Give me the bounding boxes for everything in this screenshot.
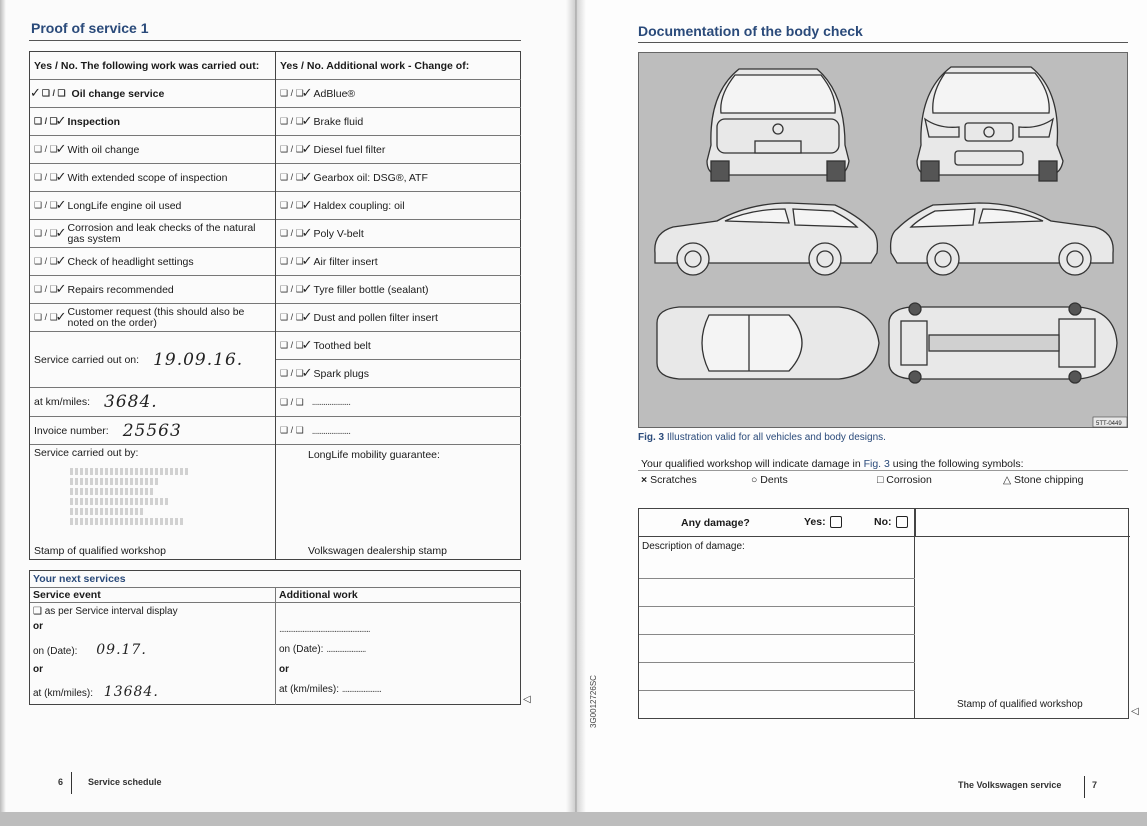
additional-row-pollen-filter[interactable] — [276, 304, 521, 332]
checkmark-icon: ✓ — [55, 142, 67, 157]
service-by-label: Service carried out by: — [34, 447, 139, 459]
additional-row-gearbox-oil[interactable] — [276, 164, 521, 192]
invoice-row[interactable] — [30, 417, 275, 445]
longlife-guarantee-label: LongLife mobility guarantee: — [308, 449, 440, 461]
checkmark-icon: ✓ — [55, 114, 67, 129]
page-number-left: 6 — [58, 777, 64, 787]
work-label: Repairs recommended — [67, 283, 174, 296]
car-front-view-icon — [917, 67, 1063, 181]
yes-no-checkboxes: ❑ / ❑ — [34, 228, 58, 238]
checkmark-icon: ✓ — [301, 170, 313, 185]
additional-work-next-column — [276, 588, 521, 705]
yes-no-checkboxes: ❑ / ❑ — [34, 256, 58, 266]
yes-no-checkboxes: ❑ / ❑ — [280, 256, 304, 266]
arrow-left-icon: ◁ — [523, 694, 531, 705]
additional-km-field[interactable] — [279, 684, 381, 695]
vehicle-body-diagram[interactable] — [638, 52, 1128, 428]
yes-no-checkboxes: ❑ / ❑ — [34, 144, 58, 154]
description-line[interactable] — [639, 663, 915, 691]
proof-of-service-table — [29, 51, 521, 560]
damage-description-label: Description of damage: — [642, 541, 745, 552]
additional-label: Spark plugs — [313, 367, 369, 380]
yes-no-checkboxes: ❑ / ❑ — [280, 340, 304, 350]
checkmark-icon: ✓ — [55, 198, 67, 213]
yes-no-checkboxes: ❑ / ❑ — [34, 200, 58, 210]
service-date-handwritten: 19.09.16. — [153, 349, 244, 370]
next-km-field[interactable] — [33, 684, 159, 700]
next-services-title: Your next services — [33, 573, 126, 585]
legend-label: Scratches — [650, 474, 697, 486]
work-row-headlight-check[interactable] — [30, 248, 275, 276]
additional-row-spark-plugs[interactable] — [276, 360, 521, 388]
km-label: at (km/miles): — [279, 684, 339, 695]
yes-no-checkboxes: ❑ / ❑ — [280, 228, 304, 238]
legend-intro — [641, 458, 1024, 470]
figure-caption-text: Illustration valid for all vehicles and body designs. — [666, 432, 886, 443]
next-services-table — [29, 570, 521, 705]
yes-no-checkboxes: ❑ / ❑ — [280, 368, 304, 378]
yes-no-checkboxes: ❑ / ❑ — [34, 116, 58, 126]
on-date-label: on (Date): — [33, 646, 78, 657]
additional-label: Diesel fuel filter — [313, 143, 386, 156]
additional-row-haldex[interactable] — [276, 192, 521, 220]
service-event-column — [30, 588, 276, 705]
checkmark-icon: ✓ — [301, 282, 313, 297]
work-label: Oil change service — [71, 87, 165, 100]
yes-no-checkboxes: ❑ / ❑ — [280, 200, 304, 210]
description-line[interactable] — [639, 635, 915, 663]
invoice-label: Invoice number: — [34, 424, 109, 437]
additional-label: Gearbox oil: DSG®, ATF — [313, 171, 428, 184]
car-rear-view-icon — [707, 69, 849, 181]
work-row-with-oil-change[interactable] — [30, 136, 275, 164]
checkmark-icon: ✓ — [55, 226, 67, 241]
circle-icon: ○ — [751, 474, 758, 486]
work-carried-out-column — [30, 52, 276, 559]
dotted-blank: ...................... — [326, 644, 366, 655]
figure-label: Fig. 3 — [638, 432, 665, 443]
additional-row-toothed-belt[interactable] — [276, 332, 521, 360]
work-row-inspection[interactable] — [30, 108, 275, 136]
yes-no-checkboxes: ❑ / ❑ — [280, 284, 304, 294]
book-spine — [566, 0, 586, 812]
additional-label: Toothed belt — [313, 339, 371, 352]
legend-figure-ref: Fig. 3 — [863, 458, 890, 470]
page-title-body-check: Documentation of the body check — [638, 23, 863, 39]
checkmark-icon: ✓ — [55, 170, 67, 185]
yes-no-checkboxes: ❑ / ❑ — [34, 284, 58, 294]
checkmark-icon: ✓ — [301, 226, 313, 241]
yes-no-checkboxes: ❑ / ❑ — [41, 88, 66, 98]
yes-no-checkboxes: ❑ / ❑ — [280, 88, 304, 98]
yes-no-checkboxes: ❑ / ❑ — [280, 144, 304, 154]
blank-dotted: .................... — [311, 396, 350, 408]
description-line[interactable] — [639, 551, 915, 579]
work-label: Check of headlight settings — [67, 255, 194, 268]
page-title-proof-of-service: Proof of service 1 — [31, 20, 149, 36]
work-row-extended-inspection[interactable] — [30, 164, 275, 192]
legend-intro-text: Your qualified workshop will indicate damage in — [641, 458, 861, 470]
diagram-code: 5TT-0449 — [1096, 421, 1122, 427]
yes-no-checkboxes: ❑ / ❑ — [34, 172, 58, 182]
checkmark-icon: ✓ — [55, 310, 67, 325]
dealership-stamp-label: Volkswagen dealership stamp — [308, 545, 447, 557]
additional-label: Poly V-belt — [313, 227, 364, 240]
faded-workshop-stamp — [70, 465, 220, 535]
checkmark-icon: ✓ — [301, 114, 313, 129]
cross-icon: × — [641, 474, 648, 486]
service-date-row[interactable] — [30, 332, 275, 388]
checkmark-icon: ✓ — [301, 142, 313, 157]
damage-table — [638, 508, 1129, 719]
stamp-of-workshop-label: Stamp of qualified workshop — [34, 545, 166, 557]
legend-label: Stone chipping — [1014, 474, 1084, 486]
dotted-blank: ...................... — [341, 684, 381, 695]
next-date-handwritten: 09.17. — [96, 642, 147, 658]
or-label: or — [33, 664, 43, 675]
legend-corrosion — [877, 474, 932, 486]
additional-row-adblue[interactable] — [276, 80, 521, 108]
work-row-oil-change[interactable] — [30, 80, 275, 108]
footer-divider — [1084, 776, 1085, 798]
legend-label: Corrosion — [886, 474, 932, 486]
checkmark-icon: ✓ — [30, 86, 41, 101]
additional-row-poly-v-belt[interactable] — [276, 220, 521, 248]
service-by-row — [30, 445, 275, 560]
legend-scratches — [641, 474, 697, 486]
additional-work-next-header: Additional work — [276, 588, 521, 603]
km-miles-handwritten: 3684. — [104, 392, 158, 412]
document-code: 3G0012726SC — [589, 675, 598, 728]
damage-description-column — [639, 509, 915, 718]
legend-rule — [638, 470, 1128, 471]
description-line[interactable] — [639, 607, 915, 635]
checkmark-icon: ✓ — [301, 254, 313, 269]
additional-row-air-filter[interactable] — [276, 248, 521, 276]
next-date-field[interactable] — [33, 642, 147, 658]
divider — [915, 509, 916, 537]
figure-caption — [638, 432, 886, 443]
checkmark-icon: ✓ — [55, 282, 67, 297]
legend-stone-chipping — [1003, 474, 1083, 486]
service-date-label: Service carried out on: — [34, 353, 140, 366]
additional-row-blank-2[interactable] — [276, 417, 521, 445]
description-line[interactable] — [639, 579, 915, 607]
interval-display-option[interactable]: ❑ as per Service interval display — [33, 606, 178, 617]
checkmark-icon: ✓ — [301, 366, 313, 381]
km-miles-row[interactable] — [30, 388, 275, 417]
additional-row-diesel-filter[interactable] — [276, 136, 521, 164]
yes-no-checkboxes: ❑ / ❑ — [280, 312, 304, 322]
page-number-right: 7 — [1092, 780, 1098, 790]
additional-label: Brake fluid — [313, 115, 364, 128]
work-row-longlife-oil[interactable] — [30, 192, 275, 220]
no-label: No: — [874, 516, 892, 528]
car-left-side-view-icon — [655, 203, 878, 275]
yes-no-checkboxes: ❑ / ❑ — [34, 312, 58, 322]
additional-row-brake-fluid[interactable] — [276, 108, 521, 136]
next-km-handwritten: 13684. — [103, 684, 159, 700]
additional-label: Dust and pollen filter insert — [313, 311, 438, 324]
checkmark-icon: ✓ — [301, 310, 313, 325]
or-label: or — [33, 621, 43, 632]
car-top-view-icon — [657, 307, 879, 379]
additional-label: Air filter insert — [313, 255, 378, 268]
square-icon: □ — [877, 474, 884, 486]
car-outlines-illustration — [639, 53, 1129, 429]
footer-section-left: Service schedule — [88, 777, 162, 787]
page-edge-shadow — [0, 0, 6, 812]
yes-no-checkboxes: ❑ / ❑ — [280, 396, 304, 407]
work-label: With extended scope of inspection — [67, 171, 228, 184]
triangle-icon: △ — [1003, 474, 1012, 486]
arrow-left-icon: ◁ — [1131, 706, 1139, 717]
additional-label: Haldex coupling: oil — [313, 199, 405, 212]
additional-label: AdBlue® — [313, 87, 356, 100]
on-date-label: on (Date): — [279, 644, 324, 655]
km-miles-label: at km/miles: — [34, 396, 91, 408]
checkmark-icon: ✓ — [301, 198, 313, 213]
work-row-corrosion-check[interactable] — [30, 220, 275, 248]
legend-dents — [751, 474, 788, 486]
or-label: or — [279, 664, 289, 675]
yes-no-checkboxes: ❑ / ❑ — [280, 116, 304, 126]
footer-divider — [71, 772, 72, 794]
additional-label: Tyre filler bottle (sealant) — [313, 283, 429, 296]
footer-section-right: The Volkswagen service — [958, 780, 1062, 790]
additional-row-blank-1[interactable] — [276, 388, 521, 417]
service-event-header: Service event — [30, 588, 275, 603]
blank-dotted: .................... — [311, 424, 350, 437]
checkmark-icon: ✓ — [301, 338, 313, 353]
work-label: With oil change — [67, 143, 140, 156]
scan-bottom-strip — [0, 812, 1147, 826]
yes-label: Yes: — [804, 516, 826, 528]
additional-date-field[interactable] — [279, 644, 365, 655]
work-row-customer-request[interactable] — [30, 304, 275, 332]
checkmark-icon: ✓ — [55, 254, 67, 269]
work-row-repairs[interactable] — [30, 276, 275, 304]
additional-work-header: Yes / No. Additional work - Change of: — [276, 52, 521, 80]
additional-work-column — [276, 52, 521, 559]
legend-label: Dents — [760, 474, 788, 486]
yes-no-checkboxes: ❑ / ❑ — [280, 425, 304, 435]
dealership-stamp-area — [276, 445, 521, 560]
any-damage-label: Any damage? — [681, 517, 750, 529]
legend-intro-text-end: using the following symbols: — [892, 458, 1024, 470]
car-right-side-view-icon — [891, 203, 1114, 275]
checkmark-icon: ✓ — [301, 86, 313, 101]
km-label: at (km/miles): — [33, 688, 93, 699]
work-label: Corrosion and leak checks of the natural gas system — [67, 221, 256, 245]
car-underbody-view-icon — [889, 303, 1117, 383]
work-carried-out-header: Yes / No. The following work was carried out: — [30, 52, 275, 80]
work-label: Inspection — [67, 115, 121, 128]
additional-row-tyre-filler[interactable] — [276, 276, 521, 304]
additional-work-dotted-line[interactable]: ................................................... — [279, 624, 370, 635]
work-label: Customer request (this should also be noted on the order) — [67, 305, 245, 329]
invoice-handwritten: 25563 — [122, 420, 182, 441]
yes-no-checkboxes: ❑ / ❑ — [280, 172, 304, 182]
title-rule — [29, 40, 521, 41]
title-rule — [638, 42, 1128, 43]
damage-stamp-label: Stamp of qualified workshop — [957, 699, 1083, 710]
work-label: LongLife engine oil used — [67, 199, 182, 212]
